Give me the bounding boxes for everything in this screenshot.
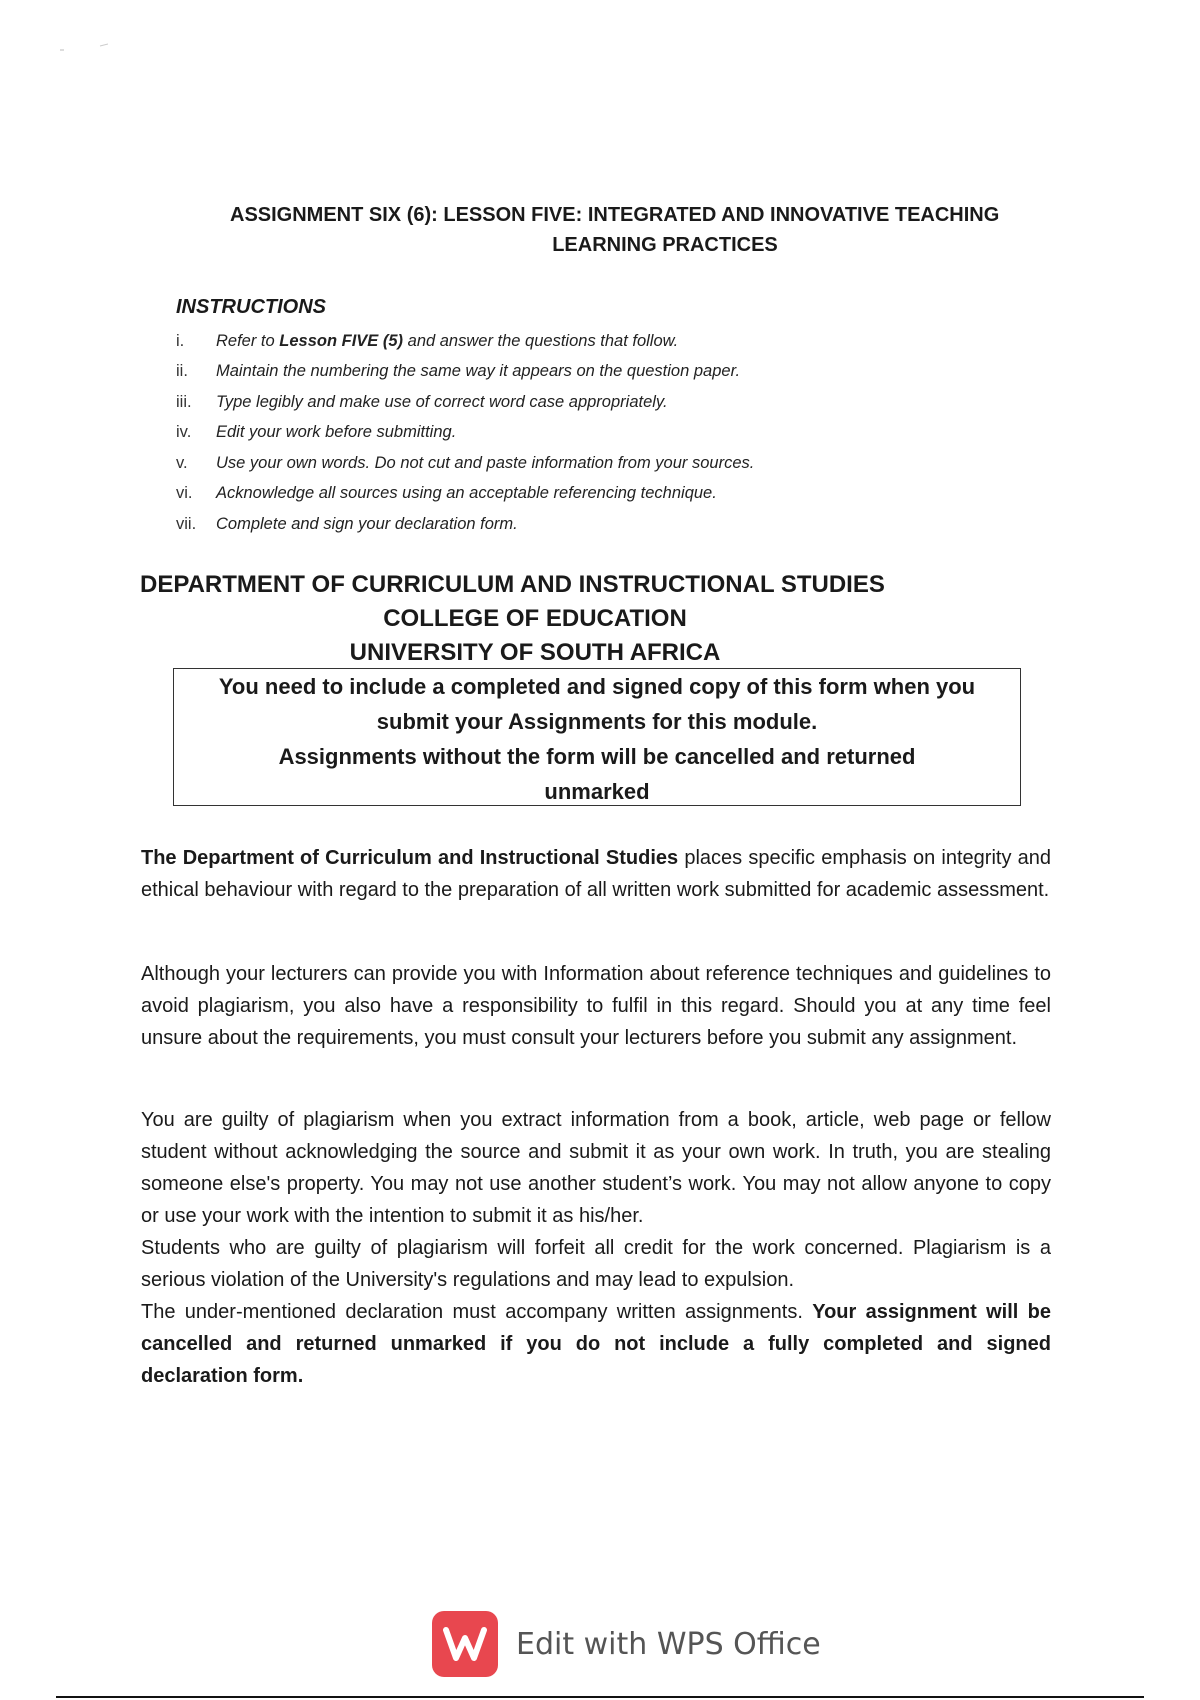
notice-line: submit your Assignments for this module. [376, 709, 818, 734]
department-name: DEPARTMENT OF CURRICULUM AND INSTRUCTIONAL STUDIES [140, 571, 885, 598]
wps-office-watermark[interactable] [432, 1610, 832, 1678]
instruction-number: iii. [176, 392, 192, 411]
instruction-text: Maintain the numbering the same way it appears on the question paper. [216, 362, 741, 381]
instruction-number: vii. [176, 514, 197, 533]
assignment-title [230, 200, 1030, 260]
college-name: COLLEGE OF EDUCATION [383, 605, 687, 632]
paragraph-plagiarism: You are guilty of plagiarism when you extract information from a book, article, web page or fellow student without acknowledging the source and submit it as your own work. In truth, you are stealing someone else's property. You may not use another student’s work. You may not allow anyone to copy or use your work with the intention to submit it as his/her. Students who are guilty of plagiarism will forfeit all credit for the work concerned. Plagiarism is a serious violation of the University's regulations and may lead to expulsion. The under-mentioned declaration must accompany written assignments. Your assignment will be cancelled and returned unmarked if you do not include a fully completed and signed declaration form. [141, 1109, 1052, 1387]
department-header [140, 568, 1040, 670]
page-bottom-divider [56, 1696, 1144, 1698]
notice-line: unmarked [544, 779, 650, 804]
instruction-number: i. [176, 331, 185, 350]
instructions-heading: INSTRUCTIONS [176, 296, 326, 318]
instruction-item [176, 387, 1076, 418]
instruction-number: v. [176, 453, 188, 472]
instruction-text: Use your own words. Do not cut and paste information from your sources. [216, 453, 755, 472]
university-name: UNIVERSITY OF SOUTH AFRICA [349, 639, 721, 666]
paragraph-responsibility: Although your lecturers can provide you with Information about reference techniques and guidelines to avoid plagiarism, you also have a responsibility to fulfil in this regard. Should you at any time feel unsure about the requirements, you must consult your lecturers before you submit any assignment. [141, 963, 1051, 1049]
instruction-text: Acknowledge all sources using an acceptable referencing technique. [216, 484, 717, 503]
notice-line: You need to include a completed and signed copy of this form when you [218, 674, 976, 699]
instruction-item [176, 418, 1076, 449]
paragraph-integrity: The Department of Curriculum and Instructional Studies places specific emphasis on integrity and ethical behaviour with regard to the preparation of all written work submitted for academic assessment. [141, 847, 1051, 901]
instruction-number: ii. [176, 362, 188, 381]
instruction-item [176, 479, 1076, 510]
assignment-title-line2: LEARNING PRACTICES [552, 234, 778, 256]
instruction-number: iv. [176, 423, 192, 442]
wps-edit-label: Edit with WPS Office [516, 1626, 821, 1662]
instruction-item [176, 326, 1076, 357]
instruction-text: Type legibly and make use of correct word case appropriately. [216, 392, 668, 411]
instruction-item [176, 357, 1076, 388]
instruction-text: Complete and sign your declaration form. [216, 514, 518, 533]
instruction-text: Edit your work before submitting. [216, 423, 457, 442]
instruction-text: Refer to Lesson FIVE (5) and answer the questions that follow. [216, 331, 679, 350]
instruction-item [176, 448, 1076, 479]
wps-logo-icon [432, 1611, 498, 1677]
declaration-notice-box [173, 668, 1021, 806]
scan-speck-decoration [60, 40, 108, 54]
assignment-title-line1: ASSIGNMENT SIX (6): LESSON FIVE: INTEGRATED AND INNOVATIVE TEACHING [230, 204, 1000, 226]
instruction-item [176, 509, 1076, 540]
instruction-number: vi. [176, 484, 193, 503]
notice-line: Assignments without the form will be cancelled and returned [278, 744, 916, 769]
instructions-list [176, 326, 1076, 540]
